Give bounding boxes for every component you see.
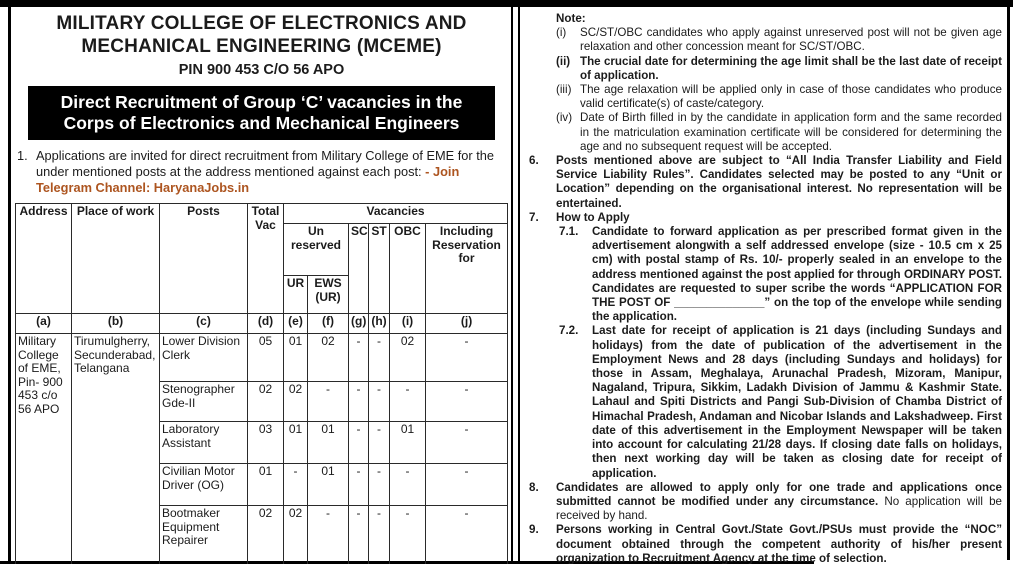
column-letters-row	[16, 314, 508, 334]
ews-cell: -	[308, 506, 349, 564]
sc-cell: -	[349, 464, 369, 506]
st-cell: -	[369, 464, 390, 506]
st-cell: -	[369, 382, 390, 422]
item-text: Persons working in Central Govt./State Govt./PSUs must provide the “NOC” document obtained through the competent authority of his/her present organization to Recruitment Agency at the time of selection.	[556, 523, 1002, 564]
sc-cell: -	[349, 334, 369, 382]
note-text: SC/ST/OBC candidates who apply against unreserved post will not be given age relaxation and other concession meant for SC/ST/OBC.	[580, 26, 1002, 54]
numbered-item-6	[526, 154, 1002, 211]
total-cell: 02	[248, 506, 284, 564]
sub-item-text: Candidate to forward application as per prescribed format given in the advertisement alongwith a self addressed envelope (size - 10.5 cm x 25 cm) with postal stamp of Rs. 10/- properly sealed in an envelope to the address mentioned against the post applied for through ORDINARY POST. Candidates are requested to super scribe the words “APPLICATION FOR THE POST OF ______________” on the top of the envelope while sending the application.	[592, 225, 1002, 324]
post-cell: Laboratory Assistant	[160, 422, 248, 464]
sc-cell: -	[349, 506, 369, 564]
st-cell: -	[369, 422, 390, 464]
note-label: (iv)	[556, 111, 573, 125]
numbered-item-8	[526, 481, 1002, 524]
note-label: (ii)	[556, 54, 571, 68]
ur-cell: -	[284, 464, 308, 506]
obc-cell: -	[390, 382, 426, 422]
total-cell: 02	[248, 382, 284, 422]
incl-cell: -	[426, 334, 508, 382]
ews-cell: 01	[308, 464, 349, 506]
col-header-sc: SC	[349, 224, 369, 314]
col-letter-b: (b)	[72, 314, 160, 334]
col-header-obc: OBC	[390, 224, 426, 314]
obc-cell: 01	[390, 422, 426, 464]
st-cell: -	[369, 506, 390, 564]
col-letter-i: (i)	[390, 314, 426, 334]
incl-cell: -	[426, 382, 508, 422]
intro-item-number: 1.	[17, 148, 28, 163]
col-header-ews-ur: EWS (UR)	[308, 276, 349, 314]
item-number: 8.	[529, 480, 539, 494]
item-text-bold: Candidates are allowed to apply only for one trade and applications once submitted cannot be modified under any circumstance.	[556, 480, 1002, 508]
item-text: How to Apply	[556, 210, 630, 224]
sc-cell: -	[349, 382, 369, 422]
col-letter-h: (h)	[369, 314, 390, 334]
col-header-ur: UR	[284, 276, 308, 314]
st-cell: -	[369, 334, 390, 382]
col-letter-a: (a)	[16, 314, 72, 334]
total-cell: 01	[248, 464, 284, 506]
col-letter-j: (j)	[426, 314, 508, 334]
incl-cell: -	[426, 464, 508, 506]
note-label: (iii)	[556, 83, 572, 97]
note-item-i	[556, 26, 1002, 54]
telegram-channel-note: - Join Telegram Channel: HaryanaJobs.in	[36, 164, 460, 195]
sub-item-number: 7.1.	[559, 225, 579, 239]
left-column	[11, 7, 511, 564]
col-letter-d: (d)	[248, 314, 284, 334]
ur-cell: 02	[284, 382, 308, 422]
ur-cell: 02	[284, 506, 308, 564]
column-divider-line	[511, 7, 513, 564]
sub-item-7-2	[559, 324, 1002, 480]
sub-item-number: 7.2.	[559, 324, 579, 338]
item-text	[556, 481, 1002, 524]
ur-cell: 01	[284, 334, 308, 382]
post-cell: Civilian Motor Driver (OG)	[160, 464, 248, 506]
obc-cell: 02	[390, 334, 426, 382]
col-letter-g: (g)	[349, 314, 369, 334]
col-header-place-of-work: Place of work	[72, 204, 160, 314]
post-cell: Lower Division Clerk	[160, 334, 248, 382]
item-number: 7.	[529, 210, 539, 224]
col-header-unreserved: Un reserved	[284, 224, 349, 276]
col-letter-c: (c)	[160, 314, 248, 334]
recruitment-banner: Direct Recruitment of Group ‘C’ vacancies in the Corps of Electronics and Mechanical Engineers	[28, 86, 495, 140]
vacancies-table	[15, 203, 508, 564]
col-header-including-reservation: Including Reservation for	[426, 224, 508, 314]
col-letter-f: (f)	[308, 314, 349, 334]
col-header-st: ST	[369, 224, 390, 314]
item-number: 6.	[529, 154, 539, 168]
numbered-item-9	[526, 523, 1002, 564]
total-cell: 05	[248, 334, 284, 382]
col-header-address: Address	[16, 204, 72, 314]
sub-item-text: Last date for receipt of application is 21 days (including Sundays and holidays) from the date of publication of the advertisement in the Employment News and 28 days (including Sundays and holidays) for those in Assam, Meghalaya, Arunachal Pradesh, Mizoram, Manipur, Nagaland, Tripura, Sikkim, Ladakh Division of Jammu & Kashmir State. Lahaul and Spiti Districts and Pangi Sub-Division of Chamba District of Himachal Pradesh, Andaman and Nicobar Islands and Lakshadweep. First date of this advertisement in the Employment Newspaper will be taken into account for calculating 21/28 days. If closing date falls on holidays, then next working day will be taken as closing date for receipt of application.	[592, 324, 1002, 480]
sub-item-7-1	[559, 225, 1002, 324]
incl-cell: -	[426, 422, 508, 464]
intro-text	[36, 148, 508, 196]
right-border-line	[1007, 7, 1010, 560]
ews-cell: 01	[308, 422, 349, 464]
note-label: (i)	[556, 26, 567, 40]
note-text: The crucial date for determining the age limit shall be the last date of receipt of application.	[580, 54, 1002, 82]
top-border-bar	[0, 0, 1013, 7]
sc-cell: -	[349, 422, 369, 464]
note-item-iii	[556, 83, 1002, 111]
note-text: The age relaxation will be applied only in case of those candidates who produce valid certificate(s) of caste/category.	[580, 83, 1002, 111]
pin-address-line: PIN 900 453 C/O 56 APO	[178, 62, 345, 78]
obc-cell: -	[390, 464, 426, 506]
college-title: MILITARY COLLEGE OF ELECTRONICS AND MECHANICAL ENGINEERING (MCEME)	[56, 13, 467, 57]
note-item-iv	[556, 111, 1002, 154]
col-header-posts: Posts	[160, 204, 248, 314]
ews-cell: -	[308, 382, 349, 422]
table-row	[16, 334, 508, 382]
item-text-regular: No application will be received by hand.	[556, 494, 1002, 523]
note-item-ii	[556, 55, 1002, 83]
address-cell: Military College of EME, Pin- 900 453 c/o 56 APO	[16, 334, 72, 564]
right-column	[520, 7, 1007, 564]
intro-paragraph	[15, 148, 508, 196]
post-cell: Bootmaker Equipment Repairer	[160, 506, 248, 564]
col-header-total-vac: Total Vac	[248, 204, 284, 314]
incl-cell: -	[426, 506, 508, 564]
numbered-item-7	[526, 211, 1002, 225]
item-text: Posts mentioned above are subject to “All India Transfer Liability and Field Service Liability Rules”. Candidates selected may be posted to any “Unit or Location” depending on the organisational interest. No representation will be entertained.	[556, 154, 1002, 210]
item-number: 9.	[529, 523, 539, 537]
obc-cell: -	[390, 506, 426, 564]
intro-text-body: Applications are invited for direct recruitment from Military College of EME for the under mentioned posts at the address mentioned against each post:	[36, 148, 495, 179]
note-text: Date of Birth filled in by the candidate in application form and the same recorded in the matriculation examination certificate will be considered for determining the age and no subsequent request will be accepted.	[580, 111, 1002, 153]
place-of-work-cell: Tirumulgherry, Secunderabad, Telangana	[72, 334, 160, 564]
ur-cell: 01	[284, 422, 308, 464]
col-letter-e: (e)	[284, 314, 308, 334]
total-cell: 03	[248, 422, 284, 464]
note-heading: Note:	[556, 12, 586, 25]
ews-cell: 02	[308, 334, 349, 382]
col-header-vacancies: Vacancies	[284, 204, 508, 224]
post-cell: Stenographer Gde-II	[160, 382, 248, 422]
